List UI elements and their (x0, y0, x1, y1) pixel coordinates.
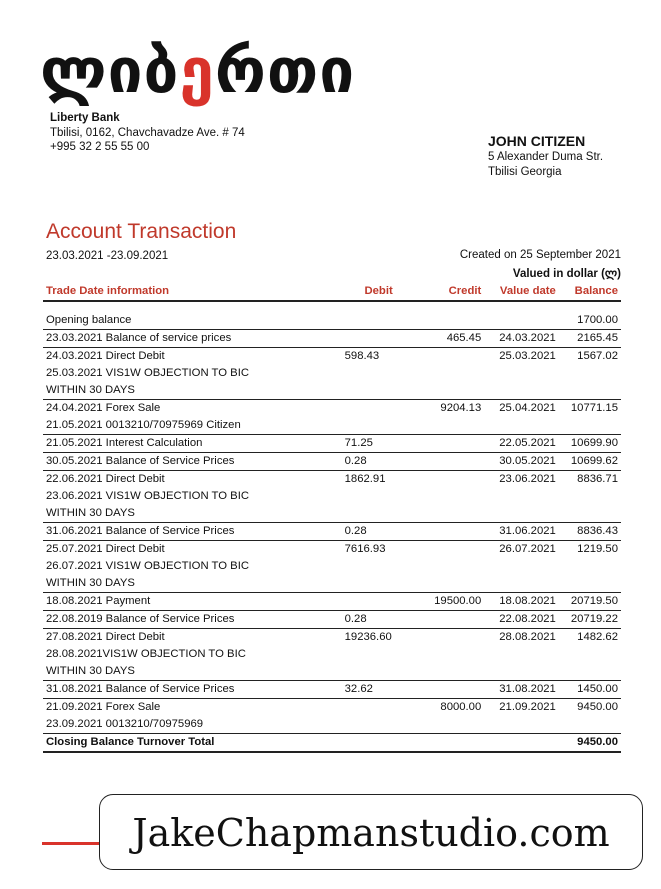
row-balance: 1700.00 (559, 312, 621, 330)
description-line: 25.07.2021 Direct Debit (46, 543, 165, 555)
row-balance: 10699.62 (559, 453, 621, 471)
table-row (43, 400, 621, 435)
table-row (43, 453, 621, 471)
currency-note: Valued in dollar (ლ) (512, 268, 621, 280)
description-line: WITHIN 30 DAYS (46, 507, 135, 519)
row-balance: 1567.02 (559, 348, 621, 400)
row-balance: 1219.50 (559, 541, 621, 593)
row-value-date: 30.05.2021 (484, 453, 559, 471)
customer-city: Tbilisi Georgia (488, 166, 562, 178)
closing-label: Closing Balance Turnover Total (43, 734, 333, 753)
footer-accent-line (42, 842, 102, 845)
bank-info (50, 111, 245, 155)
table-row (43, 699, 621, 734)
table-row (43, 541, 621, 593)
row-value-date: 22.08.2021 (484, 611, 559, 629)
closing-balance: 9450.00 (559, 734, 621, 753)
table-header-row (43, 282, 621, 301)
row-balance: 8836.71 (559, 471, 621, 523)
row-debit: 0.28 (333, 611, 425, 629)
description-line: 23.06.2021 VIS1W OBJECTION TO BIC (46, 490, 250, 502)
row-credit (425, 312, 485, 330)
row-credit (425, 523, 485, 541)
header-trade-date: Trade Date information (43, 282, 333, 301)
table-row (43, 629, 621, 681)
row-credit (425, 611, 485, 629)
row-description (43, 699, 333, 734)
transactions-table (43, 282, 621, 753)
description-line: 18.08.2021 Payment (46, 595, 151, 607)
customer-name: JOHN CITIZEN (488, 133, 586, 149)
description-line: Opening balance (46, 314, 132, 326)
description-line: 21.09.2021 Forex Sale (46, 701, 161, 713)
description-line: 21.05.2021 0013210/70975969 Citizen (46, 419, 241, 431)
statement-period: 23.03.2021 -23.09.2021 (46, 250, 169, 262)
created-date: Created on 25 September 2021 (459, 249, 621, 261)
row-balance: 2165.45 (559, 330, 621, 348)
row-balance: 1482.62 (559, 629, 621, 681)
description-line: 31.06.2021 Balance of Service Prices (46, 525, 235, 537)
row-description (43, 541, 333, 593)
description-line: 22.08.2019 Balance of Service Prices (46, 613, 235, 625)
table-row (43, 435, 621, 453)
row-value-date: 25.03.2021 (484, 348, 559, 400)
table-row (43, 611, 621, 629)
row-debit: 32.62 (333, 681, 425, 699)
description-line: WITHIN 30 DAYS (46, 577, 135, 589)
description-line: 25.03.2021 VIS1W OBJECTION TO BIC (46, 367, 250, 379)
row-value-date: 22.05.2021 (484, 435, 559, 453)
header-debit: Debit (333, 282, 425, 301)
row-description (43, 435, 333, 453)
row-debit: 19236.60 (333, 629, 425, 681)
table-row (43, 523, 621, 541)
description-line: 23.03.2021 Balance of service prices (46, 332, 232, 344)
bank-phone: +995 32 2 55 55 00 (50, 141, 150, 153)
row-description (43, 471, 333, 523)
description-line: WITHIN 30 DAYS (46, 384, 135, 396)
row-value-date: 26.07.2021 (484, 541, 559, 593)
description-line: 24.03.2021 Direct Debit (46, 350, 165, 362)
row-debit: 598.43 (333, 348, 425, 400)
row-description (43, 681, 333, 699)
description-line: 23.09.2021 0013210/70975969 (46, 718, 204, 730)
row-credit: 465.45 (425, 330, 485, 348)
description-line: WITHIN 30 DAYS (46, 665, 135, 677)
bank-logo: ლიბერთი (40, 34, 356, 107)
row-balance: 8836.43 (559, 523, 621, 541)
row-debit (333, 312, 425, 330)
table-row (43, 348, 621, 400)
row-value-date: 24.03.2021 (484, 330, 559, 348)
row-balance: 20719.22 (559, 611, 621, 629)
description-line: 27.08.2021 Direct Debit (46, 631, 165, 643)
row-debit (333, 400, 425, 435)
header-balance: Balance (559, 282, 621, 301)
row-balance: 9450.00 (559, 699, 621, 734)
row-description (43, 312, 333, 330)
row-value-date: 18.08.2021 (484, 593, 559, 611)
bank-address: Tbilisi, 0162, Chavchavadze Ave. # 74 (50, 126, 245, 139)
row-debit: 0.28 (333, 453, 425, 471)
row-value-date: 31.06.2021 (484, 523, 559, 541)
header-credit: Credit (425, 282, 485, 301)
table-row (43, 593, 621, 611)
row-description (43, 453, 333, 471)
description-line: 30.05.2021 Balance of Service Prices (46, 455, 235, 467)
row-credit (425, 681, 485, 699)
bank-name: Liberty Bank (50, 112, 120, 124)
row-credit (425, 471, 485, 523)
description-line: 21.05.2021 Interest Calculation (46, 437, 203, 449)
row-value-date (484, 312, 559, 330)
row-credit: 9204.13 (425, 400, 485, 435)
row-balance: 20719.50 (559, 593, 621, 611)
description-line: 26.07.2021 VIS1W OBJECTION TO BIC (46, 560, 250, 572)
row-credit (425, 453, 485, 471)
row-description (43, 593, 333, 611)
row-credit (425, 629, 485, 681)
row-debit: 0.28 (333, 523, 425, 541)
row-credit (425, 435, 485, 453)
header-value-date: Value date (484, 282, 559, 301)
description-line: 24.04.2021 Forex Sale (46, 402, 161, 414)
customer-info (488, 132, 603, 180)
row-debit: 1862.91 (333, 471, 425, 523)
row-debit: 71.25 (333, 435, 425, 453)
document-title: Account Transaction (46, 220, 237, 243)
row-description (43, 523, 333, 541)
row-debit: 7616.93 (333, 541, 425, 593)
row-balance: 10699.90 (559, 435, 621, 453)
description-line: 22.06.2021 Direct Debit (46, 473, 165, 485)
row-credit: 19500.00 (425, 593, 485, 611)
row-debit (333, 593, 425, 611)
customer-street: 5 Alexander Duma Str. (488, 151, 604, 163)
closing-row (43, 734, 621, 753)
table-row (43, 330, 621, 348)
row-value-date: 21.09.2021 (484, 699, 559, 734)
row-description (43, 400, 333, 435)
row-value-date: 23.06.2021 (484, 471, 559, 523)
row-balance: 10771.15 (559, 400, 621, 435)
row-value-date: 28.08.2021 (484, 629, 559, 681)
transactions-body (43, 312, 621, 734)
row-debit (333, 330, 425, 348)
row-value-date: 31.08.2021 (484, 681, 559, 699)
table-row (43, 681, 621, 699)
row-balance: 1450.00 (559, 681, 621, 699)
row-value-date: 25.04.2021 (484, 400, 559, 435)
row-description (43, 348, 333, 400)
row-description (43, 629, 333, 681)
row-credit: 8000.00 (425, 699, 485, 734)
row-credit (425, 348, 485, 400)
description-line: 31.08.2021 Balance of Service Prices (46, 683, 235, 695)
table-row (43, 312, 621, 330)
row-debit (333, 699, 425, 734)
row-description (43, 611, 333, 629)
description-line: 28.08.2021VIS1W OBJECTION TO BIC (46, 648, 246, 660)
row-credit (425, 541, 485, 593)
watermark: JakeChapmanstudio.com (99, 794, 643, 870)
row-description (43, 330, 333, 348)
table-row (43, 471, 621, 523)
